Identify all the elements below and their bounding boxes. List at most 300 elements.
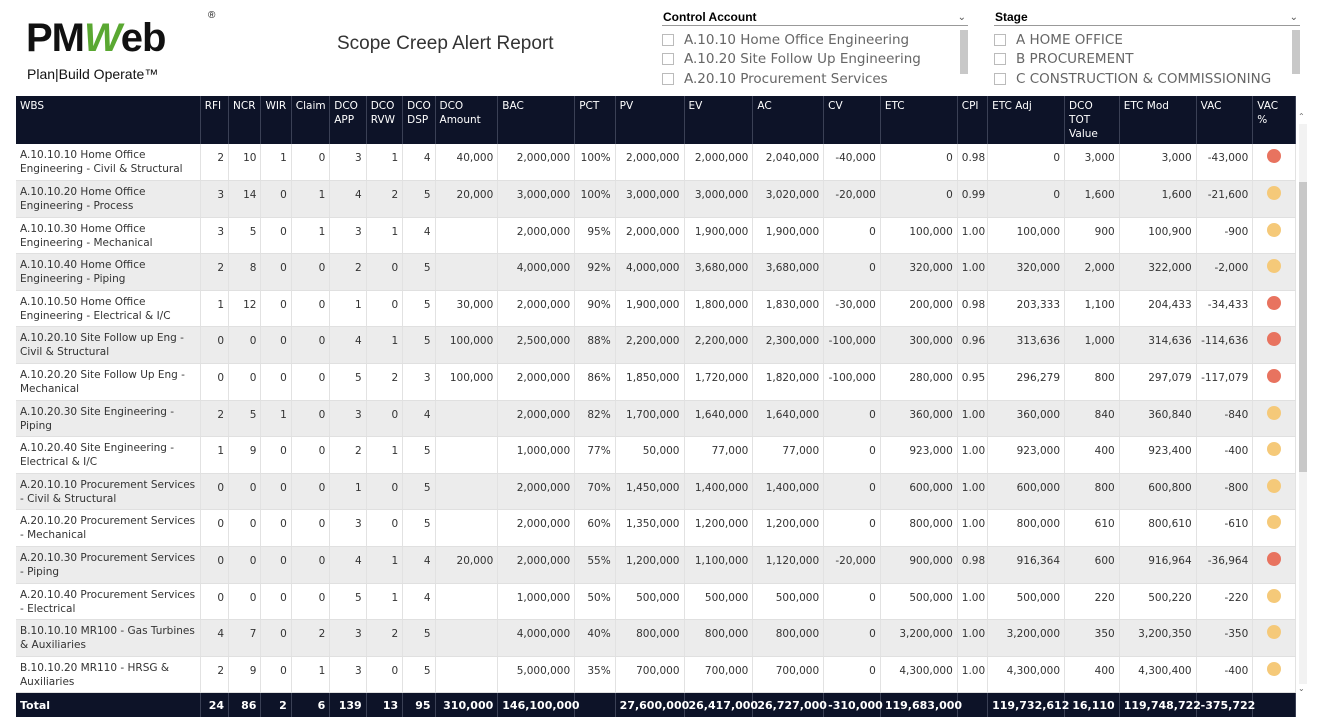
value-cell: 1 — [366, 583, 402, 620]
value-cell: 1,000,000 — [498, 437, 575, 474]
value-cell: 1,400,000 — [753, 473, 824, 510]
column-header[interactable]: DCO DSP — [403, 96, 435, 144]
table-row[interactable] — [16, 473, 1296, 510]
value-cell: -840 — [1196, 400, 1253, 437]
column-header[interactable]: DCO TOT Value — [1065, 96, 1120, 144]
vac-status-cell — [1253, 400, 1296, 437]
wbs-cell: A.20.10.40 Procurement Services - Electrical — [16, 583, 200, 620]
red-status-dot-icon — [1267, 369, 1281, 383]
value-cell — [435, 473, 498, 510]
amber-status-dot-icon — [1267, 442, 1281, 456]
vac-status-cell — [1253, 656, 1296, 693]
value-cell: 0.98 — [957, 290, 987, 327]
checkbox[interactable] — [662, 34, 674, 46]
value-cell: 2 — [200, 144, 228, 181]
value-cell: 100,000 — [435, 364, 498, 401]
value-cell: 3 — [330, 400, 366, 437]
value-cell: 1,900,000 — [615, 290, 684, 327]
value-cell: 4,000,000 — [498, 254, 575, 291]
vac-status-cell — [1253, 547, 1296, 584]
checkbox[interactable] — [994, 34, 1006, 46]
column-header[interactable]: BAC — [498, 96, 575, 144]
value-cell: 2 — [330, 254, 366, 291]
value-cell: 800,000 — [753, 620, 824, 657]
total-cell: -310,000 — [824, 693, 881, 717]
value-cell: 1,900,000 — [684, 217, 753, 254]
slicer-scrollbar[interactable] — [960, 30, 968, 74]
checkbox[interactable] — [662, 53, 674, 65]
amber-status-dot-icon — [1267, 589, 1281, 603]
value-cell: 0 — [261, 254, 291, 291]
value-cell: 600,000 — [988, 473, 1065, 510]
total-cell: 146,100,000 — [498, 693, 575, 717]
value-cell: 55% — [575, 547, 615, 584]
value-cell: 0 — [824, 473, 881, 510]
red-status-dot-icon — [1267, 332, 1281, 346]
slicer-item-a2010[interactable]: A.20.10 Procurement Services — [662, 69, 968, 89]
wbs-cell: B.10.10.20 MR110 - HRSG & Auxiliaries — [16, 656, 200, 693]
value-cell: 2,000,000 — [498, 400, 575, 437]
checkbox[interactable] — [994, 53, 1006, 65]
value-cell: 1.00 — [957, 473, 987, 510]
value-cell: 3,200,000 — [988, 620, 1065, 657]
value-cell: -21,600 — [1196, 181, 1253, 218]
value-cell: 50,000 — [615, 437, 684, 474]
value-cell: 0 — [291, 583, 329, 620]
value-cell: 0.98 — [957, 547, 987, 584]
total-cell: 2 — [261, 693, 291, 717]
value-cell: 1,200,000 — [684, 510, 753, 547]
table-row[interactable] — [16, 181, 1296, 218]
control-account-slicer-header[interactable]: Control Account ⌄ — [663, 10, 966, 24]
value-cell: 1,700,000 — [615, 400, 684, 437]
table-row[interactable] — [16, 510, 1296, 547]
chevron-down-icon[interactable]: ⌄ — [957, 12, 966, 23]
column-header[interactable]: DCO Amount — [435, 96, 498, 144]
value-cell: 5 — [229, 400, 261, 437]
value-cell: 70% — [575, 473, 615, 510]
value-cell: 4 — [330, 181, 366, 218]
value-cell: 9 — [229, 437, 261, 474]
value-cell: 1,600 — [1065, 181, 1120, 218]
value-cell: 20,000 — [435, 181, 498, 218]
wbs-cell: A.10.10.50 Home Office Engineering - Electrical & I/C — [16, 290, 200, 327]
slicer-item-home-office[interactable]: A HOME OFFICE — [994, 30, 1300, 50]
table-vertical-scrollbar[interactable] — [1298, 112, 1308, 693]
red-status-dot-icon — [1267, 552, 1281, 566]
vac-status-cell — [1253, 437, 1296, 474]
table-row[interactable] — [16, 547, 1296, 584]
total-cell: 26,727,000 — [753, 693, 824, 717]
total-cell: 95 — [403, 693, 435, 717]
value-cell: 220 — [1065, 583, 1120, 620]
value-cell: 1 — [330, 290, 366, 327]
value-cell: 800,000 — [880, 510, 957, 547]
value-cell: 4 — [403, 547, 435, 584]
column-header[interactable]: ETC — [880, 96, 957, 144]
value-cell: 0 — [229, 547, 261, 584]
value-cell: 0 — [824, 620, 881, 657]
value-cell: 400 — [1065, 656, 1120, 693]
value-cell: 500,000 — [684, 583, 753, 620]
value-cell: 0 — [824, 437, 881, 474]
value-cell: 1 — [200, 290, 228, 327]
column-header[interactable]: PV — [615, 96, 684, 144]
scroll-down-icon[interactable]: ⌄ — [1298, 684, 1305, 693]
total-cell: 13 — [366, 693, 402, 717]
value-cell: 916,364 — [988, 547, 1065, 584]
value-cell: 1.00 — [957, 254, 987, 291]
total-cell: 24 — [200, 693, 228, 717]
value-cell: -400 — [1196, 437, 1253, 474]
value-cell: 14 — [229, 181, 261, 218]
slicer-item-a1020[interactable]: A.10.20 Site Follow Up Engineering — [662, 50, 968, 70]
value-cell: 3,680,000 — [753, 254, 824, 291]
total-cell — [575, 693, 615, 717]
table-row[interactable] — [16, 437, 1296, 474]
scope-creep-table — [16, 96, 1296, 717]
column-header[interactable]: RFI — [200, 96, 228, 144]
value-cell: 600,800 — [1119, 473, 1196, 510]
value-cell: 203,333 — [988, 290, 1065, 327]
vac-status-cell — [1253, 510, 1296, 547]
value-cell: 0 — [366, 656, 402, 693]
value-cell: 700,000 — [753, 656, 824, 693]
value-cell: 0 — [824, 217, 881, 254]
value-cell: 100,900 — [1119, 217, 1196, 254]
total-cell: 6 — [291, 693, 329, 717]
value-cell: 4 — [403, 217, 435, 254]
value-cell: 1.00 — [957, 620, 987, 657]
column-header[interactable]: VAC % — [1253, 96, 1296, 144]
value-cell: 0 — [200, 583, 228, 620]
scrollbar-thumb[interactable] — [1299, 182, 1307, 472]
value-cell: 1.00 — [957, 510, 987, 547]
value-cell: 12 — [229, 290, 261, 327]
value-cell: 923,000 — [988, 437, 1065, 474]
value-cell: 35% — [575, 656, 615, 693]
column-header[interactable]: PCT — [575, 96, 615, 144]
value-cell: 400 — [1065, 437, 1120, 474]
value-cell: 0 — [229, 510, 261, 547]
value-cell: 2,000,000 — [498, 510, 575, 547]
value-cell: 5 — [403, 254, 435, 291]
value-cell: -100,000 — [824, 327, 881, 364]
value-cell: 0 — [261, 181, 291, 218]
value-cell: 1,450,000 — [615, 473, 684, 510]
value-cell: 82% — [575, 400, 615, 437]
vac-status-cell — [1253, 254, 1296, 291]
slicer-item-a1010[interactable]: A.10.10 Home Office Engineering — [662, 30, 968, 50]
value-cell: 77,000 — [684, 437, 753, 474]
value-cell: -2,000 — [1196, 254, 1253, 291]
wbs-cell: A.10.10.10 Home Office Engineering - Civil & Structural — [16, 144, 200, 181]
column-header[interactable]: Claim — [291, 96, 329, 144]
value-cell: 1,720,000 — [684, 364, 753, 401]
value-cell: 3 — [403, 364, 435, 401]
value-cell: 360,000 — [988, 400, 1065, 437]
value-cell: 0 — [291, 144, 329, 181]
report-title: Scope Creep Alert Report — [337, 33, 554, 54]
value-cell: 4,300,000 — [988, 656, 1065, 693]
value-cell: 0 — [291, 290, 329, 327]
value-cell: 2 — [366, 181, 402, 218]
value-cell: 320,000 — [880, 254, 957, 291]
vac-status-cell — [1253, 144, 1296, 181]
value-cell: 0 — [229, 327, 261, 364]
value-cell: 4,000,000 — [498, 620, 575, 657]
checkbox[interactable] — [994, 73, 1006, 85]
stage-slicer-header[interactable]: Stage ⌄ — [995, 10, 1298, 24]
value-cell: 5 — [330, 364, 366, 401]
value-cell: 800,000 — [615, 620, 684, 657]
value-cell: 5 — [403, 620, 435, 657]
value-cell: 0 — [880, 181, 957, 218]
value-cell: -36,964 — [1196, 547, 1253, 584]
value-cell: 500,220 — [1119, 583, 1196, 620]
value-cell: 90% — [575, 290, 615, 327]
value-cell: 2,500,000 — [498, 327, 575, 364]
total-cell: 119,683,000 — [880, 693, 957, 717]
table-row[interactable] — [16, 254, 1296, 291]
column-header[interactable]: WBS — [16, 96, 200, 144]
value-cell: 4 — [403, 144, 435, 181]
value-cell: 0 — [229, 583, 261, 620]
value-cell: 3 — [200, 217, 228, 254]
value-cell: 1,830,000 — [753, 290, 824, 327]
value-cell: 1 — [261, 400, 291, 437]
table-row[interactable] — [16, 620, 1296, 657]
value-cell: 3 — [330, 620, 366, 657]
stage-slicer — [994, 10, 1300, 88]
value-cell: 1,640,000 — [753, 400, 824, 437]
value-cell: 0 — [291, 400, 329, 437]
value-cell: 0 — [261, 510, 291, 547]
total-cell: -375,722 — [1196, 693, 1253, 717]
value-cell: 0 — [824, 510, 881, 547]
slicer-scrollbar[interactable] — [1292, 30, 1300, 74]
value-cell: 0 — [261, 547, 291, 584]
table-row[interactable] — [16, 327, 1296, 364]
value-cell: 4 — [403, 400, 435, 437]
total-label: Total — [16, 693, 200, 717]
value-cell: 1 — [330, 473, 366, 510]
column-header[interactable]: EV — [684, 96, 753, 144]
wbs-cell: A.20.10.20 Procurement Services - Mechanical — [16, 510, 200, 547]
value-cell: 0 — [261, 620, 291, 657]
value-cell: 2,000,000 — [498, 290, 575, 327]
slicer-item-construction[interactable]: C CONSTRUCTION & COMMISSIONING — [994, 69, 1300, 89]
column-header[interactable]: CPI — [957, 96, 987, 144]
value-cell: 0 — [291, 547, 329, 584]
wbs-cell: A.10.10.30 Home Office Engineering - Mechanical — [16, 217, 200, 254]
amber-status-dot-icon — [1267, 259, 1281, 273]
value-cell: 4,300,400 — [1119, 656, 1196, 693]
red-status-dot-icon — [1267, 149, 1281, 163]
value-cell: 500,000 — [753, 583, 824, 620]
total-cell — [1253, 693, 1296, 717]
chevron-down-icon[interactable]: ⌄ — [1289, 12, 1298, 23]
total-cell: 119,748,722 — [1119, 693, 1196, 717]
value-cell — [435, 437, 498, 474]
value-cell: 1.00 — [957, 217, 987, 254]
column-header[interactable]: ETC Mod — [1119, 96, 1196, 144]
value-cell: 1,000 — [1065, 327, 1120, 364]
value-cell: 2,000,000 — [615, 144, 684, 181]
table-row[interactable] — [16, 583, 1296, 620]
value-cell: 2,000,000 — [498, 217, 575, 254]
total-cell: 16,110 — [1065, 693, 1120, 717]
value-cell: 3,680,000 — [684, 254, 753, 291]
value-cell: 0 — [261, 656, 291, 693]
value-cell: 1 — [291, 656, 329, 693]
value-cell: -350 — [1196, 620, 1253, 657]
value-cell: 9 — [229, 656, 261, 693]
value-cell: 296,279 — [988, 364, 1065, 401]
value-cell: 0 — [366, 290, 402, 327]
value-cell: 1,850,000 — [615, 364, 684, 401]
value-cell: 2 — [366, 620, 402, 657]
value-cell — [435, 656, 498, 693]
value-cell: 60% — [575, 510, 615, 547]
value-cell: 0 — [291, 437, 329, 474]
total-cell: 310,000 — [435, 693, 498, 717]
value-cell: 88% — [575, 327, 615, 364]
value-cell: 5 — [229, 217, 261, 254]
value-cell: 200,000 — [880, 290, 957, 327]
value-cell: 2 — [200, 254, 228, 291]
value-cell: 1 — [366, 437, 402, 474]
vac-status-cell — [1253, 181, 1296, 218]
value-cell: 0 — [291, 510, 329, 547]
table-row[interactable] — [16, 144, 1296, 181]
checkbox[interactable] — [662, 73, 674, 85]
column-header[interactable]: NCR — [229, 96, 261, 144]
value-cell: 360,840 — [1119, 400, 1196, 437]
vac-status-cell — [1253, 327, 1296, 364]
value-cell: -100,000 — [824, 364, 881, 401]
value-cell: 1,100,000 — [684, 547, 753, 584]
value-cell: 10 — [229, 144, 261, 181]
value-cell: 20,000 — [435, 547, 498, 584]
value-cell: 0 — [291, 364, 329, 401]
value-cell: 923,400 — [1119, 437, 1196, 474]
control-account-slicer — [662, 10, 968, 88]
value-cell: 2,000,000 — [684, 144, 753, 181]
scroll-up-icon[interactable]: ⌃ — [1298, 112, 1305, 121]
value-cell: 3,200,000 — [880, 620, 957, 657]
value-cell: -220 — [1196, 583, 1253, 620]
vac-status-cell — [1253, 290, 1296, 327]
column-header[interactable]: DCO APP — [330, 96, 366, 144]
table-row[interactable] — [16, 217, 1296, 254]
amber-status-dot-icon — [1267, 479, 1281, 493]
wbs-cell: A.20.10.30 Procurement Services - Piping — [16, 547, 200, 584]
column-header[interactable]: ETC Adj — [988, 96, 1065, 144]
value-cell: 0 — [261, 290, 291, 327]
value-cell: 1 — [291, 217, 329, 254]
value-cell: 1,600 — [1119, 181, 1196, 218]
value-cell: 500,000 — [988, 583, 1065, 620]
value-cell: 0 — [200, 364, 228, 401]
column-header[interactable]: WIR — [261, 96, 291, 144]
column-header[interactable]: DCO RVW — [366, 96, 402, 144]
vac-status-cell — [1253, 217, 1296, 254]
value-cell: 5 — [330, 583, 366, 620]
value-cell: 0 — [880, 144, 957, 181]
value-cell: 1,100 — [1065, 290, 1120, 327]
vac-status-cell — [1253, 473, 1296, 510]
wbs-cell: A.20.10.10 Procurement Services - Civil & Structural — [16, 473, 200, 510]
value-cell: 1 — [366, 327, 402, 364]
value-cell: 500,000 — [615, 583, 684, 620]
value-cell: 1,000,000 — [498, 583, 575, 620]
table-row[interactable] — [16, 290, 1296, 327]
value-cell — [435, 583, 498, 620]
value-cell: 77,000 — [753, 437, 824, 474]
value-cell: -400 — [1196, 656, 1253, 693]
wbs-cell: A.10.20.20 Site Follow Up Eng - Mechanical — [16, 364, 200, 401]
column-header[interactable]: AC — [753, 96, 824, 144]
value-cell: 4 — [330, 327, 366, 364]
value-cell: 297,079 — [1119, 364, 1196, 401]
column-header[interactable]: CV — [824, 96, 881, 144]
value-cell: 2,000,000 — [615, 217, 684, 254]
value-cell: 1.00 — [957, 656, 987, 693]
value-cell: 5 — [403, 473, 435, 510]
table-row[interactable] — [16, 656, 1296, 693]
value-cell: -900 — [1196, 217, 1253, 254]
table-row[interactable] — [16, 364, 1296, 401]
value-cell: 800 — [1065, 364, 1120, 401]
value-cell: -117,079 — [1196, 364, 1253, 401]
value-cell: 0 — [824, 656, 881, 693]
amber-status-dot-icon — [1267, 223, 1281, 237]
value-cell: 3,000,000 — [684, 181, 753, 218]
value-cell: -20,000 — [824, 547, 881, 584]
value-cell: 2 — [291, 620, 329, 657]
value-cell: 840 — [1065, 400, 1120, 437]
value-cell: 2,000 — [1065, 254, 1120, 291]
value-cell — [435, 254, 498, 291]
logo-registered-mark: ® — [208, 10, 216, 21]
value-cell: 0.95 — [957, 364, 987, 401]
value-cell: 3,200,350 — [1119, 620, 1196, 657]
total-cell: 139 — [330, 693, 366, 717]
value-cell: 1.00 — [957, 437, 987, 474]
table-row[interactable] — [16, 400, 1296, 437]
wbs-cell: A.10.20.30 Site Engineering - Piping — [16, 400, 200, 437]
value-cell: 2,300,000 — [753, 327, 824, 364]
value-cell: 3,000,000 — [615, 181, 684, 218]
value-cell: -800 — [1196, 473, 1253, 510]
value-cell: 600,000 — [880, 473, 957, 510]
value-cell: 1,120,000 — [753, 547, 824, 584]
slicer-item-procurement[interactable]: B PROCUREMENT — [994, 50, 1300, 70]
value-cell: 0 — [229, 364, 261, 401]
value-cell: 0 — [366, 400, 402, 437]
value-cell: 0 — [291, 327, 329, 364]
value-cell: -20,000 — [824, 181, 881, 218]
column-header[interactable]: VAC — [1196, 96, 1253, 144]
value-cell: 0 — [824, 583, 881, 620]
value-cell: 3,020,000 — [753, 181, 824, 218]
value-cell: 0 — [200, 547, 228, 584]
value-cell: 77% — [575, 437, 615, 474]
value-cell: 320,000 — [988, 254, 1065, 291]
value-cell: 4 — [330, 547, 366, 584]
value-cell: 0.99 — [957, 181, 987, 218]
